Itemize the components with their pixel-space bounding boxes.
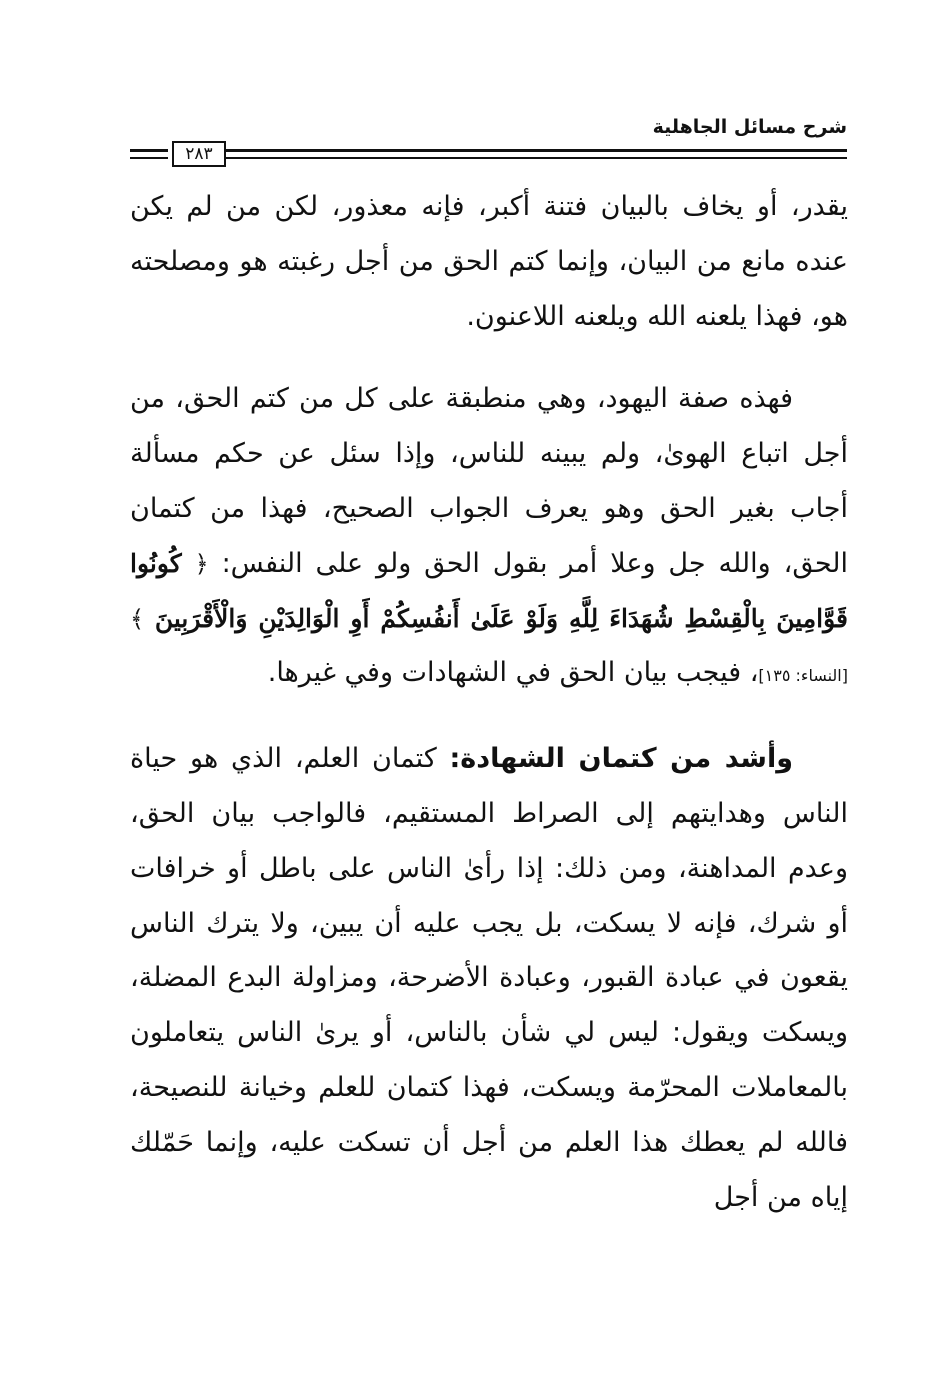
paragraph-3 [130, 732, 848, 1225]
verse-open-bracket: ﴿ [194, 549, 209, 578]
paragraph-2-intro: فهذه صفة اليهود، وهي منطبقة على كل من كتم الحق، من أجل اتباع الهوىٰ، ولم يبينه للناس، وإذا سئل عن حكم مسألة أجاب بغير الحق وهو يعرف الجواب الصحيح، فهذا من كتمان الحق، والله جل وعلا أمر بقول الحق ولو على النفس: [130, 383, 848, 579]
header-rule-left-bottom [130, 157, 168, 159]
paragraph-3-body: كتمان العلم، الذي هو حياة الناس وهدايتهم إلى الصراط المستقيم، فالواجب بيان الحق، وعدم المداهنة، ومن ذلك: إذا رأىٰ الناس على باطل أو خرافات أو شرك، فإنه لا يسكت، بل يجب عليه أن يبين، ولا يترك الناس يقعون في عبادة القبور، وعبادة الأضرحة، ومزاولة البدع المضلة، ويسكت ويقول: ليس لي شأن بالناس، أو يرىٰ الناس يتعاملون بالمعاملات المحرّمة ويسكت، فهذا كتمان للعلم وخيانة للنصيحة، فالله لم يعطك هذا العلم من أجل أن تسكت عليه، وإنما حَمّلك إياه من أجل [130, 743, 848, 1213]
header-rule-left-top [130, 149, 168, 152]
header-rule-top [226, 149, 847, 152]
verse-citation: [النساء: ١٣٥] [758, 666, 848, 686]
paragraph-1: يقدر، أو يخاف بالبيان فتنة أكبر، فإنه معذور، لكن من لم يكن عنده مانع من البيان، وإنما كتم الحق من أجل رغبته هو ومصلحته هو، فهذا يلعنه الله ويلعنه اللاعنون. [130, 191, 848, 332]
paragraph-3-lead: وأشد من كتمان الشهادة: [449, 743, 793, 775]
running-title: شرح مسائل الجاهلية [652, 116, 847, 138]
page-number: ٢٨٣ [172, 141, 226, 167]
header-rule-bottom [226, 157, 847, 159]
quran-verse: كُونُوا قَوَّامِينَ بِالْقِسْطِ شُهَدَاءَ لِلَّهِ وَلَوْ عَلَىٰ أَنفُسِكُمْ أَوِ الْوَالِدَيْنِ وَالْأَقْرَبِينَ [130, 548, 848, 633]
paragraph-2-end: ، فيجب بيان الحق في الشهادات وفي غيرها. [267, 657, 759, 689]
body-text [130, 180, 848, 1225]
paragraph-2 [130, 372, 848, 704]
verse-close-bracket: ﴾ [130, 604, 145, 633]
